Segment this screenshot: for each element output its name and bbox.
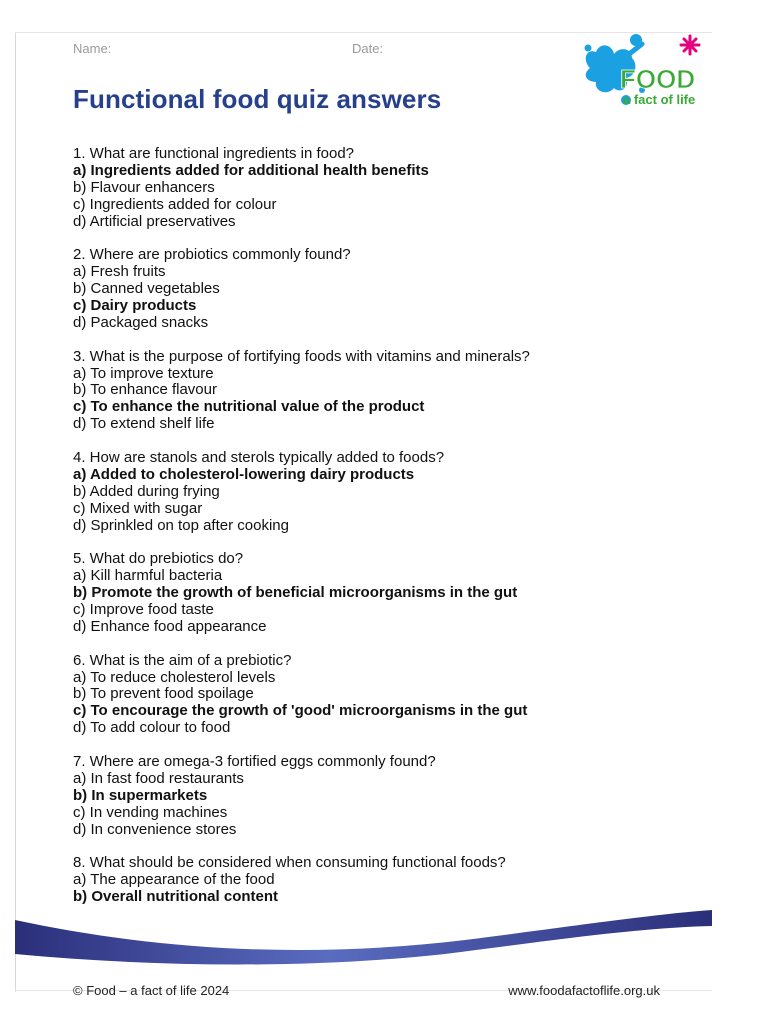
- answer-option: b) Flavour enhancers: [73, 178, 215, 196]
- answer-option: d) Artificial preservatives: [73, 212, 236, 230]
- answer-option: d) To extend shelf life: [73, 415, 215, 433]
- page-title: Functional food quiz answers: [73, 84, 442, 114]
- question-text: 7. Where are omega-3 fortified eggs commonly found?: [73, 752, 436, 770]
- logo-word: FOOD: [620, 64, 696, 94]
- correct-answer: b) In supermarkets: [73, 786, 208, 804]
- question-text: 5. What do prebiotics do?: [73, 550, 244, 568]
- correct-answer: a) Ingredients added for additional health benefits: [73, 161, 429, 179]
- correct-answer: c) To enhance the nutritional value of the product: [73, 398, 425, 416]
- correct-answer: b) Promote the growth of beneficial microorganisms in the gut: [73, 584, 518, 602]
- page-border: [15, 32, 16, 992]
- copyright-text: © Food – a fact of life 2024: [73, 983, 230, 998]
- answer-option: d) Enhance food appearance: [73, 617, 267, 635]
- answer-option: c) Mixed with sugar: [73, 499, 203, 517]
- answer-option: d) In convenience stores: [73, 820, 237, 838]
- correct-answer: c) To encourage the growth of 'good' microorganisms in the gut: [73, 702, 528, 720]
- logo-tagline: a fact of life: [623, 92, 696, 107]
- answer-option: d) To add colour to food: [73, 719, 231, 737]
- question-block: [73, 754, 703, 839]
- answer-option: d) Packaged snacks: [73, 313, 209, 331]
- quiz-answers: [73, 146, 703, 923]
- question-text: 3. What is the purpose of fortifying foods with vitamins and minerals?: [73, 347, 530, 365]
- answer-option: b) Added during frying: [73, 482, 220, 500]
- question-text: 8. What should be considered when consuming functional foods?: [73, 854, 506, 872]
- answer-option: c) In vending machines: [73, 803, 228, 821]
- question-block: [73, 247, 703, 332]
- answer-option: a) In fast food restaurants: [73, 769, 244, 787]
- question-block: [73, 146, 703, 231]
- decorative-wave: [15, 902, 712, 972]
- question-text: 1. What are functional ingredients in food?: [73, 145, 355, 162]
- question-block: [73, 855, 703, 906]
- question-block: [73, 450, 703, 535]
- answer-option: b) To enhance flavour: [73, 381, 217, 399]
- question-text: 4. How are stanols and sterols typically added to foods?: [73, 448, 445, 466]
- correct-answer: b) Overall nutritional content: [73, 888, 279, 906]
- correct-answer: c) Dairy products: [73, 297, 197, 315]
- question-text: 6. What is the aim of a prebiotic?: [73, 651, 292, 669]
- question-block: [73, 349, 703, 434]
- name-label: Name:: [73, 41, 112, 56]
- answer-option: a) To improve texture: [73, 364, 214, 382]
- question-text: 2. Where are probiotics commonly found?: [73, 246, 351, 264]
- correct-answer: a) Added to cholesterol-lowering dairy products: [73, 465, 415, 483]
- question-block: [73, 653, 703, 738]
- date-label: Date:: [352, 41, 384, 56]
- answer-option: a) To reduce cholesterol levels: [73, 668, 276, 686]
- answer-option: c) Ingredients added for colour: [73, 195, 277, 213]
- answer-option: d) Sprinkled on top after cooking: [73, 516, 289, 534]
- food-a-fact-of-life-logo: [580, 30, 712, 120]
- question-block: [73, 551, 703, 636]
- answer-option: b) Canned vegetables: [73, 280, 220, 298]
- answer-option: c) Improve food taste: [73, 601, 214, 619]
- star-icon: [681, 36, 699, 54]
- answer-option: b) To prevent food spoilage: [73, 685, 254, 703]
- answer-option: a) Kill harmful bacteria: [73, 567, 223, 585]
- website-text: www.foodafactoflife.org.uk: [508, 983, 660, 998]
- answer-option: a) Fresh fruits: [73, 263, 166, 281]
- answer-option: a) The appearance of the food: [73, 871, 275, 889]
